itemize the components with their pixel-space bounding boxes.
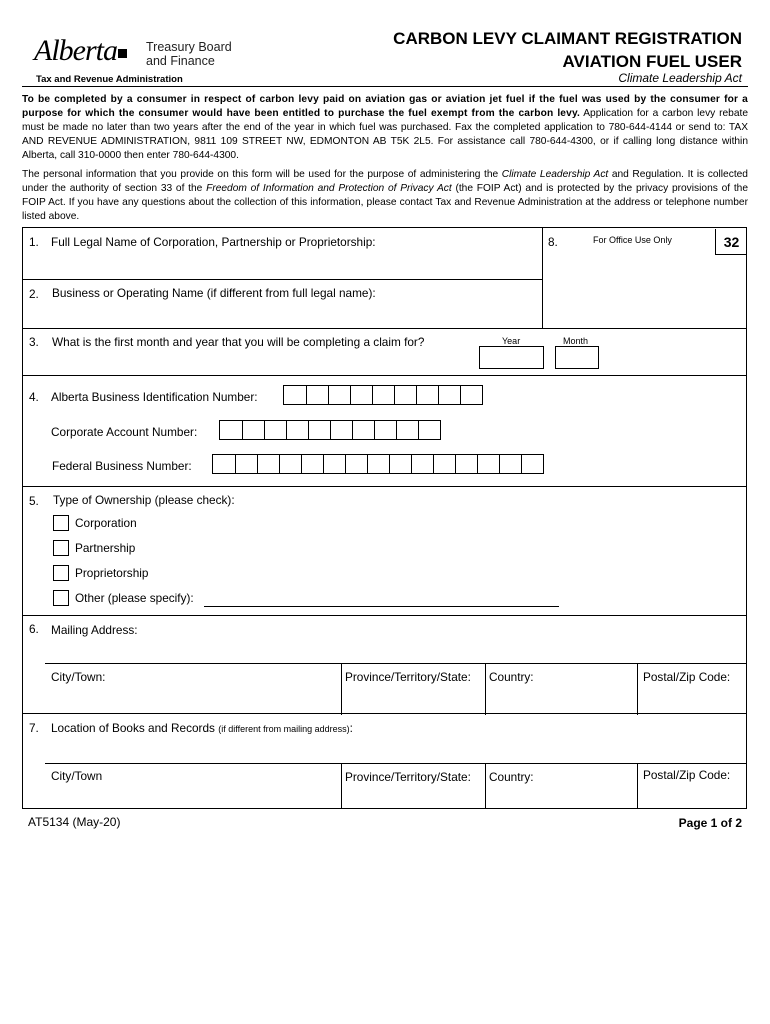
logo-mark-icon	[118, 49, 127, 58]
column-divider	[637, 663, 638, 715]
instructions-paragraph: To be completed by a consumer in respect of carbon levy paid on aviation gas or aviation jet fuel if the fuel was used by the consumer for a purpose for which the consumer would have been entitled to purchase the fuel exempt from the carbon levy. Application for a carbon levy rebate must be made no later than two years after the end of the year in which fuel was purchased. Fax the completed application to 780-644-4144 or send to: TAX AND REVENUE ADMINISTRATION, 9811 109 STREET NW, EDMONTON AB T5K 2L5. For assistance call 780-644-4300, or if calling long distance within Alberta, call 310-0000 then enter 780-644-4300.	[22, 94, 748, 161]
row-divider	[23, 375, 746, 376]
column-divider	[485, 763, 486, 808]
federal-bn-label: Federal Business Number:	[52, 459, 192, 473]
abin-label: Alberta Business Identification Number:	[51, 390, 258, 404]
operating-name-label: Business or Operating Name (if different from full legal name):	[52, 286, 376, 300]
row-divider	[23, 279, 542, 280]
first-claim-label: What is the first month and year that you will be completing a claim for?	[52, 335, 425, 349]
corporate-account-field[interactable]	[219, 420, 441, 440]
country-label: Country:	[489, 670, 534, 684]
section-number: 4.	[29, 390, 39, 404]
abin-field[interactable]	[283, 385, 483, 405]
books-location-label: Location of Books and Records (if different from mailing address):	[51, 721, 353, 735]
postal-label: Postal/Zip Code:	[643, 670, 731, 684]
federal-bn-field[interactable]	[212, 454, 544, 474]
other-specify-field[interactable]	[204, 606, 559, 607]
year-field[interactable]	[479, 346, 544, 369]
registration-form	[22, 227, 747, 809]
column-divider	[341, 763, 342, 808]
page-number: Page 1 of 2	[678, 816, 742, 830]
row-divider	[23, 328, 746, 329]
proprietorship-option-label: Proprietorship	[75, 566, 149, 580]
year-label: Year	[502, 336, 521, 346]
corporation-option-label: Corporation	[75, 516, 137, 530]
legal-name-field[interactable]	[63, 254, 533, 276]
partnership-option-label: Partnership	[75, 541, 136, 555]
section-number: 8.	[548, 235, 558, 249]
header-divider	[22, 86, 748, 87]
legal-name-label: Full Legal Name of Corporation, Partnership or Proprietorship:	[51, 235, 376, 249]
row-divider	[23, 615, 746, 616]
section-number: 3.	[29, 335, 39, 349]
month-label: Month	[563, 336, 589, 346]
other-checkbox[interactable]	[53, 590, 69, 606]
city-label: City/Town:	[51, 670, 106, 684]
column-divider	[341, 663, 342, 715]
city-label: City/Town	[51, 769, 103, 783]
alberta-logo: Alberta	[34, 34, 127, 68]
division-name: Tax and Revenue Administration	[36, 74, 183, 85]
form-code: AT5134 (May-20)	[28, 815, 121, 829]
address-divider	[45, 763, 746, 764]
corporation-checkbox[interactable]	[53, 515, 69, 531]
province-label: Province/Territory/State:	[345, 770, 471, 784]
postal-label: Postal/Zip Code:	[643, 768, 731, 782]
other-option-label: Other (please specify):	[75, 591, 194, 605]
ownership-label: Type of Ownership (please check):	[53, 493, 235, 507]
books-location-field[interactable]	[63, 738, 743, 760]
section-number: 5.	[29, 494, 39, 508]
office-use-divider	[542, 228, 543, 328]
section-number: 1.	[29, 235, 39, 249]
row-divider	[23, 486, 746, 487]
operating-name-field[interactable]	[63, 304, 533, 326]
office-use-label: For Office Use Only	[593, 235, 672, 245]
province-label: Province/Territory/State:	[345, 670, 471, 684]
mailing-address-label: Mailing Address:	[51, 623, 138, 637]
department-name: Treasury Board and Finance	[146, 40, 232, 68]
privacy-paragraph: The personal information that you provide on this form will be used for the purpose of administering the Climate Leadership Act and Regulation. It is collected under the authority of section 33 of the Freedom of Information and Protection of Privacy Act (the FOIP Act) and is protected by the privacy provisions of the FOIP Act. If you have any questions about the collection of this information, please contact Tax and Revenue Administration at the address or telephone number listed above.	[22, 169, 748, 222]
mailing-address-field[interactable]	[63, 640, 743, 662]
country-label: Country:	[489, 770, 534, 784]
section-number: 7.	[29, 721, 39, 735]
month-field[interactable]	[555, 346, 599, 369]
corporate-account-label: Corporate Account Number:	[51, 425, 198, 439]
section-number: 6.	[29, 622, 39, 636]
form-title: CARBON LEVY CLAIMANT REGISTRATION AVIATION FUEL USER	[393, 29, 742, 71]
address-divider	[45, 663, 746, 664]
act-name: Climate Leadership Act	[618, 71, 742, 85]
proprietorship-checkbox[interactable]	[53, 565, 69, 581]
column-divider	[485, 663, 486, 715]
partnership-checkbox[interactable]	[53, 540, 69, 556]
column-divider	[637, 763, 638, 808]
section-number: 2.	[29, 287, 39, 301]
office-code-box: 32	[715, 229, 747, 255]
